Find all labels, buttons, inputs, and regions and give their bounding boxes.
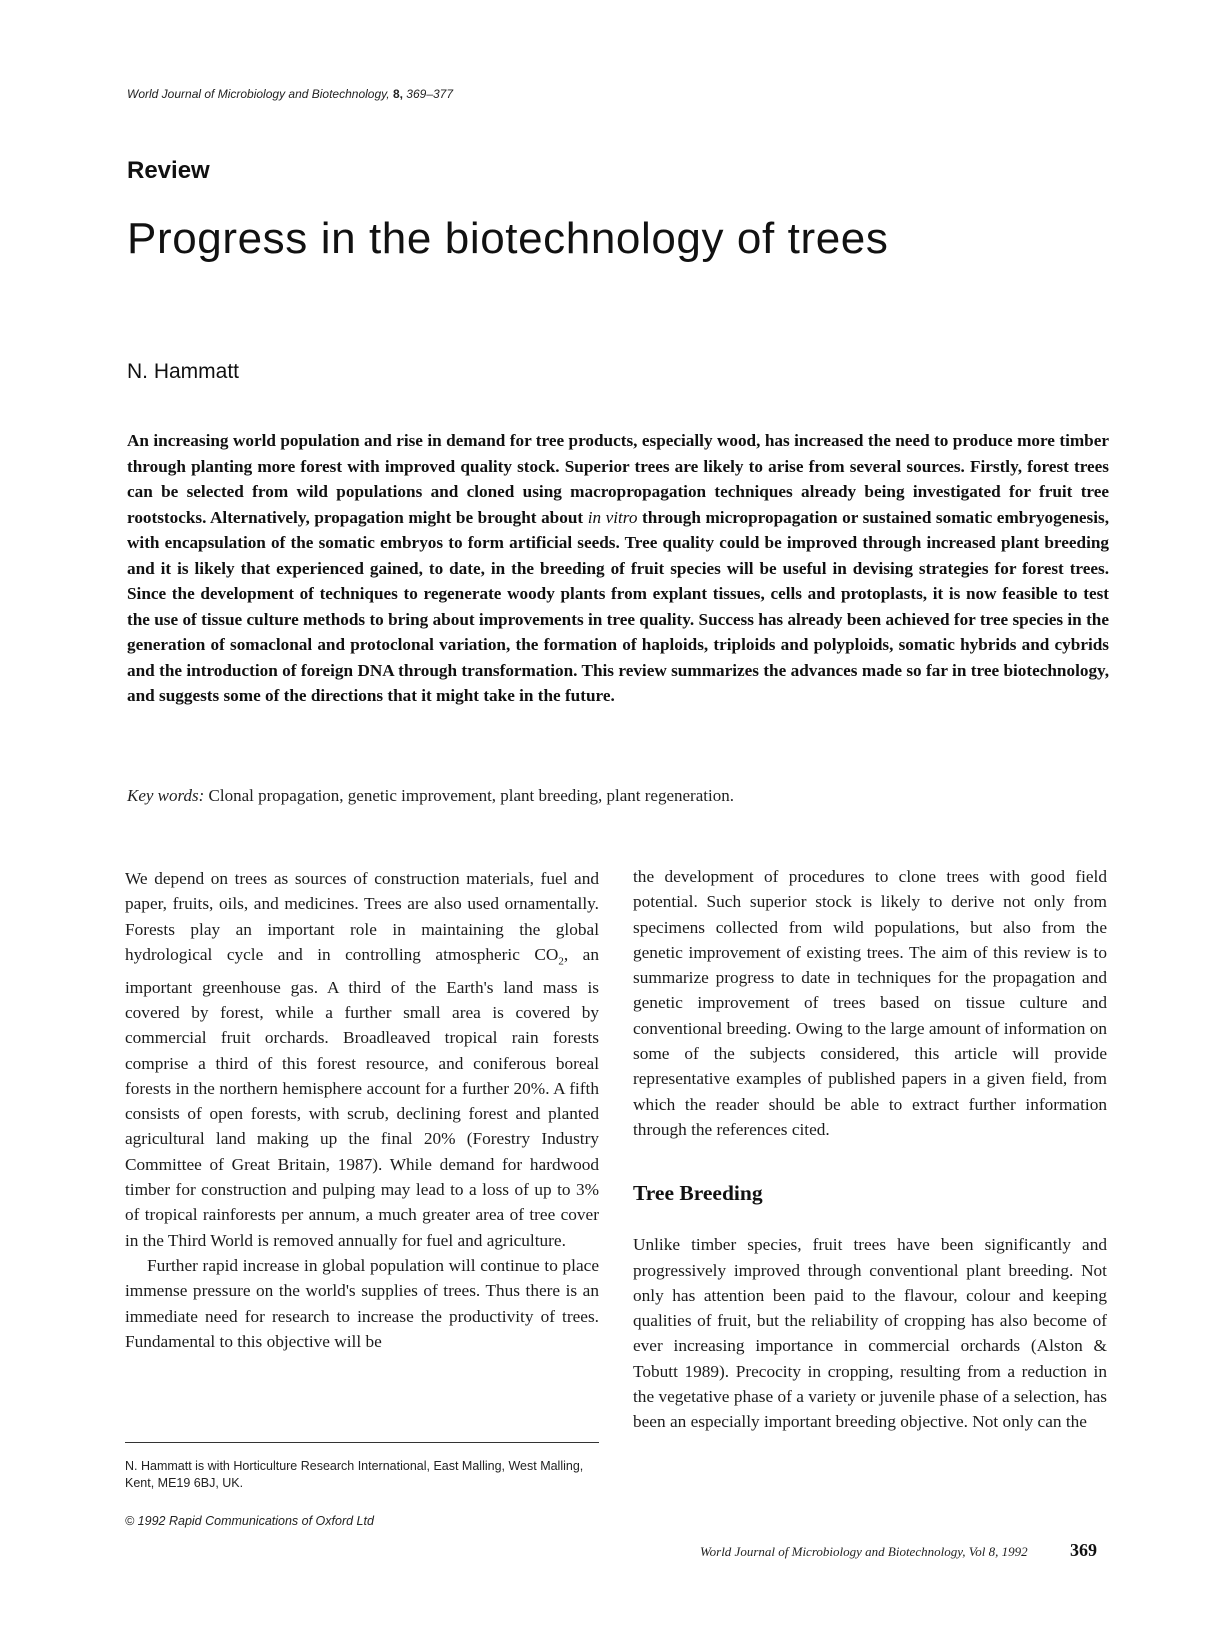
body-paragraph: Further rapid increase in global population will continue to place immense pressure on the world's supplies of trees. Thus there is an immediate need for research to increase the productivity of trees. Fundamental to this objective will be	[125, 1255, 599, 1351]
journal-volume: 8,	[392, 87, 403, 101]
journal-citation	[127, 87, 453, 101]
keywords	[127, 786, 734, 806]
body-paragraph: the development of procedures to clone trees with good field potential. Such superior stock is likely to derive not only from specimens collected from wild populations, but also from the genetic improvement of existing trees. The aim of this review is to summarize progress to date in techniques for the propagation and genetic improvement of trees based on tissue culture and conventional breeding. Owing to the large amount of information on some of the subjects considered, this article will provide representative examples of published papers in a given field, from which the reader should be able to extract further information through the references cited.	[633, 867, 1107, 1139]
body-text: , an important greenhouse gas. A third of the Earth's land mass is covered by forest, while a further small area is covered by commercial fruit orchards. Broadleaved tropical rain forests comprise a third of this forest resource, and coniferous boreal forests in the northern hemisphere account for a further 20%. A fifth consists of open forests, with scrub, declining forest and planted agricultural land making up the final 20% (Forestry Industry Committee of Great Britain, 1987). While demand for hardwood timber for construction and pulping may lead to a loss of up to 3% of tropical rainforests per annum, a much greater area of tree cover in the Third World is removed annually for fuel and agriculture.	[125, 944, 599, 1250]
abstract	[127, 428, 1109, 709]
body-column-left	[125, 866, 599, 1354]
page-number: 369	[1070, 1540, 1097, 1560]
keywords-text: Clonal propagation, genetic improvement, plant breeding, plant regeneration.	[204, 786, 734, 805]
body-column-right	[633, 864, 1107, 1435]
footnote-divider	[125, 1442, 599, 1443]
article-title: Progress in the biotechnology of trees	[127, 214, 889, 263]
abstract-text-2: through micropropagation or sustained somatic embryogenesis, with encapsulation of the somatic embryos to form artificial seeds. Tree quality could be improved through increased plant breeding and it is likely that experienced gained, to date, in the breeding of fruit species will be useful in devising strategies for forest trees. Since the development of techniques to regenerate woody plants from explant tissues, cells and protoplasts, it is now feasible to test the use of tissue culture methods to bring about improvements in tree quality. Success has already been achieved for tree species in the generation of somaclonal and protoclonal variation, the formation of haploids, triploids and polyploids, somatic hybrids and cybrids and the introduction of foreign DNA through transformation. This review summarizes the advances made so far in tree biotechnology, and suggests some of the directions that it might take in the future.	[127, 507, 1109, 705]
abstract-text-1: An increasing world population and rise in demand for tree products, especially wood, has increased the need to produce more timber through planting more forest with improved quality stock. Superior trees are likely to arise from several sources. Firstly, forest trees can be selected from wild populations and cloned using macropropagation techniques already being investigated for fruit tree rootstocks. Alternatively, propagation might be brought about	[127, 431, 1109, 527]
body-paragraph	[125, 866, 599, 1253]
body-paragraph: Unlike timber species, fruit trees have been significantly and progressively improved through conventional plant breeding. Not only has attention been paid to the flavour, colour and keeping qualities of fruit, but the reliability of cropping has also become of ever increasing importance in commercial orchards (Alston & Tobutt 1989). Precocity in cropping, resulting from a reduction in the vegetative phase of a variety or juvenile phase of a selection, has been an especially important breeding objective. Not only can the	[633, 1235, 1107, 1432]
copyright-notice: © 1992 Rapid Communications of Oxford Ltd	[125, 1514, 374, 1528]
journal-title: World Journal of Microbiology and Biotechnology,	[127, 87, 390, 101]
author-affiliation-footnote: N. Hammatt is with Horticulture Research International, East Malling, West Malling, Kent, ME19 6BJ, UK.	[125, 1459, 584, 1490]
running-footer: World Journal of Microbiology and Biotechnology, Vol 8, 1992	[700, 1544, 1028, 1559]
abstract-italic-term: in vitro	[587, 507, 638, 527]
body-text: We depend on trees as sources of construction materials, fuel and paper, fruits, oils, and medicines. Trees are also used ornamentally. Forests play an important role in maintaining the global hydrological cycle and in controlling atmospheric CO	[125, 869, 599, 964]
journal-pages: 369–377	[406, 87, 454, 101]
author-name: N. Hammatt	[127, 360, 240, 383]
section-label: Review	[127, 157, 210, 184]
section-heading: Tree Breeding	[633, 1181, 763, 1206]
subscript: 2	[558, 955, 564, 968]
keywords-label: Key words:	[127, 786, 205, 805]
